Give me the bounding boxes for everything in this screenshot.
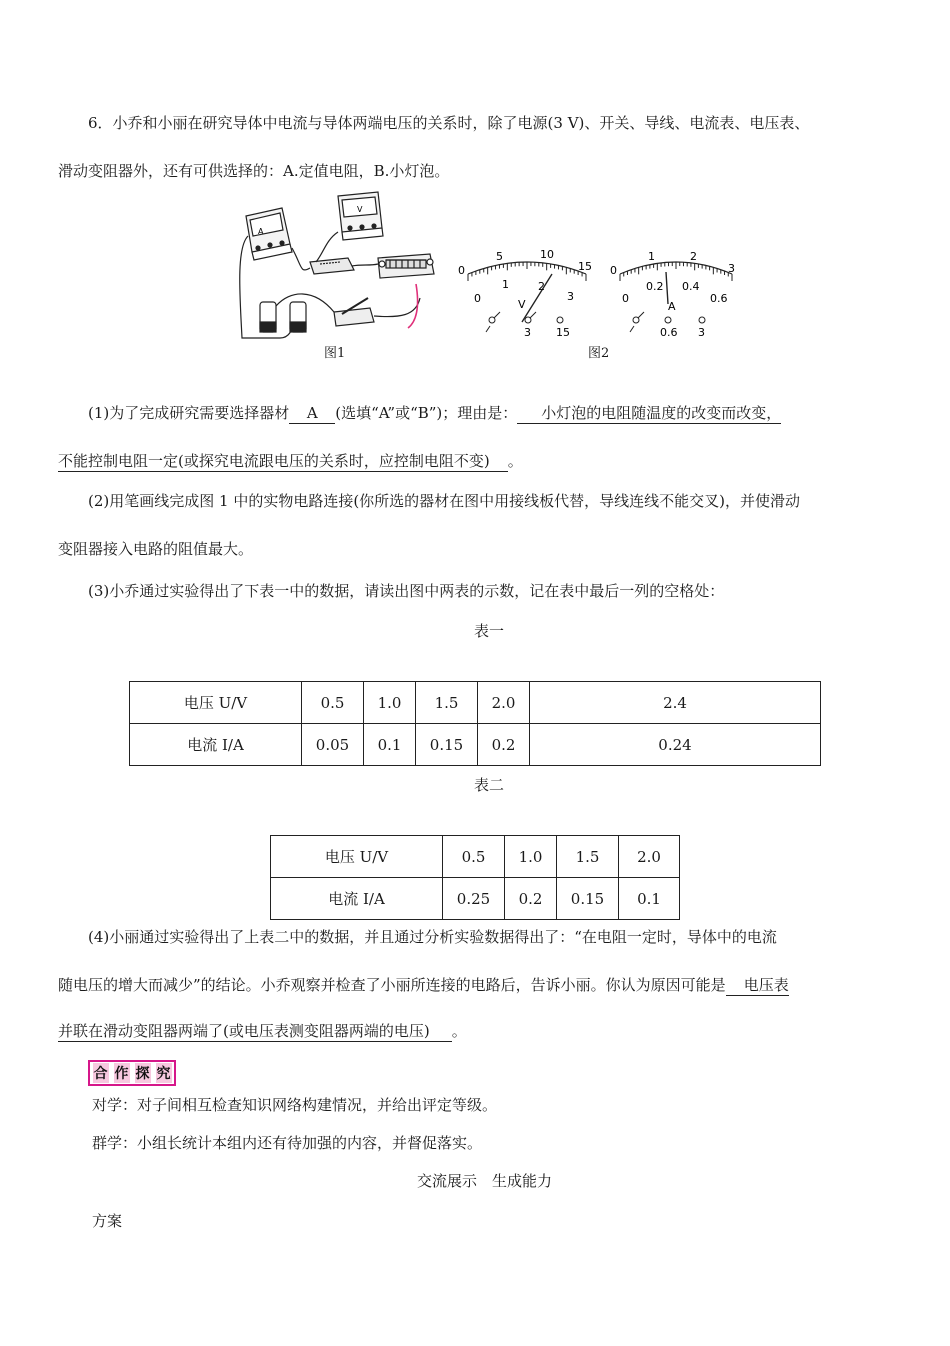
table-row <box>271 836 680 878</box>
part1-reason-2: 不能控制电阻一定(或探究电流跟电压的关系时，应控制电阻不变) <box>58 452 508 472</box>
fangan-label: 方案 <box>92 1212 123 1230</box>
table-row <box>130 682 821 724</box>
voltmeter-device <box>338 192 383 240</box>
part4-line-2 <box>58 974 789 995</box>
table-cell: 1.5 <box>416 682 478 724</box>
part4-answer-2: 并联在滑动变阻器两端了(或电压表测变阻器两端的电压) <box>58 1022 452 1042</box>
table-row <box>130 724 821 766</box>
question-line-1: 6．小乔和小丽在研究导体中电流与导体两端电压的关系时，除了电源(3 V)、开关、导线、电流表、电压表、 <box>88 114 810 132</box>
table-cell: 电流 I/A <box>271 878 443 920</box>
v-terminal: 15 <box>556 326 570 339</box>
badge-char: 作 <box>114 1063 130 1083</box>
part2-line-1: (2)用笔画线完成图 1 中的实物电路连接(你所选的器材在图中用接线板代替，导线连线不能交叉)，并使滑动 <box>88 492 801 510</box>
section-heading: 交流展示 生成能力 <box>417 1172 553 1190</box>
v-inner-tick: 2 <box>538 280 545 293</box>
v-inner-tick: 3 <box>567 290 574 303</box>
part4-answer-1: 电压表 <box>726 976 789 996</box>
ammeter-device <box>246 208 292 260</box>
a-inner-tick: 0.4 <box>682 280 700 293</box>
table-cell-answer: 0.24 <box>530 724 821 766</box>
a-outer-tick: 1 <box>648 250 655 263</box>
table-cell: 0.2 <box>505 878 557 920</box>
badge-char: 合 <box>93 1063 109 1083</box>
v-outer-tick: 0 <box>458 264 465 277</box>
table-cell: 0.1 <box>619 878 680 920</box>
table-cell: 1.5 <box>557 836 619 878</box>
part1-reason-1: 小灯泡的电阻随温度的改变而改变， <box>517 404 781 424</box>
v-terminal: 3 <box>524 326 531 339</box>
figure-1-circuit <box>230 188 442 360</box>
table-cell-answer: 2.4 <box>530 682 821 724</box>
v-outer-tick: 5 <box>496 250 503 263</box>
part1-middle: (选填“A”或“B”)；理由是： <box>335 404 518 422</box>
table-cell: 0.5 <box>443 836 505 878</box>
table-cell: 0.15 <box>557 878 619 920</box>
question-line-2: 滑动变阻器外，还有可供选择的：A.定值电阻，B.小灯泡。 <box>58 162 450 180</box>
part1-answer-blank: A <box>289 404 335 424</box>
table-cell: 1.0 <box>505 836 557 878</box>
table-cell: 2.0 <box>478 682 530 724</box>
table-cell: 0.15 <box>416 724 478 766</box>
part4-end: 。 <box>451 1022 467 1040</box>
table-cell: 0.5 <box>302 682 364 724</box>
rheostat-device <box>378 254 434 278</box>
figure-2-caption: 图2 <box>588 346 610 361</box>
voltmeter-needle <box>522 274 552 322</box>
table-cell: 0.25 <box>443 878 505 920</box>
a-inner-tick: 0.2 <box>646 280 664 293</box>
table-cell: 电压 U/V <box>130 682 302 724</box>
a-terminal: 3 <box>698 326 705 339</box>
a-unit: A <box>668 300 676 313</box>
table-cell: 1.0 <box>364 682 416 724</box>
voltmeter-face-label: V <box>357 205 363 214</box>
a-terminal: 0.6 <box>660 326 678 339</box>
ammeter-face-label: A <box>258 227 264 236</box>
table-cell: 0.1 <box>364 724 416 766</box>
table-cell: 0.05 <box>302 724 364 766</box>
badge-char: 究 <box>156 1063 172 1083</box>
part3-line-1: (3)小乔通过实验得出了下表一中的数据，请读出图中两表的示数，记在表中最后一列的空格处： <box>88 582 725 600</box>
a-outer-tick: 3 <box>728 262 735 275</box>
figure-2-voltmeter-dial <box>452 244 602 340</box>
table-cell: 0.2 <box>478 724 530 766</box>
table-cell: 2.0 <box>619 836 680 878</box>
part1-line-2 <box>58 450 523 471</box>
part4-line-3 <box>58 1020 467 1041</box>
table2-title: 表二 <box>474 776 505 794</box>
table-cell: 电压 U/V <box>271 836 443 878</box>
a-outer-tick: 0 <box>610 264 617 277</box>
part4-line-1: (4)小丽通过实验得出了上表二中的数据，并且通过分析实验数据得出了：“在电阻一定时，导体中的电流 <box>88 928 777 946</box>
v-unit: V <box>518 298 526 311</box>
a-outer-tick: 2 <box>690 250 697 263</box>
a-inner-tick: 0 <box>622 292 629 305</box>
cooperation-badge <box>88 1060 176 1086</box>
table-cell: 电流 I/A <box>130 724 302 766</box>
table1-title: 表一 <box>474 622 505 640</box>
table-2 <box>270 835 680 920</box>
v-inner-tick: 0 <box>474 292 481 305</box>
v-outer-tick: 10 <box>540 248 554 261</box>
part1-end: 。 <box>507 452 523 470</box>
qunxue-line: 群学：小组长统计本组内还有待加强的内容，并督促落实。 <box>92 1134 483 1152</box>
figure-1-caption: 图1 <box>324 346 346 361</box>
part4-prefix: 随电压的增大而减少”的结论。小乔观察并检查了小丽所连接的电路后，告诉小丽。你认为原因可能是 <box>58 976 726 994</box>
a-inner-tick: 0.6 <box>710 292 728 305</box>
part1-prefix: (1)为了完成研究需要选择器材 <box>88 404 290 422</box>
v-inner-tick: 1 <box>502 278 509 291</box>
part1-line-1 <box>88 402 781 424</box>
part2-line-2: 变阻器接入电路的阻值最大。 <box>58 540 254 558</box>
table-1 <box>129 681 821 766</box>
table-row <box>271 878 680 920</box>
duixue-line: 对学：对子间相互检查知识网络构建情况，并给出评定等级。 <box>92 1096 498 1114</box>
v-outer-tick: 15 <box>578 260 592 273</box>
badge-char: 探 <box>135 1063 151 1083</box>
figure-2-ammeter-dial <box>606 244 746 340</box>
